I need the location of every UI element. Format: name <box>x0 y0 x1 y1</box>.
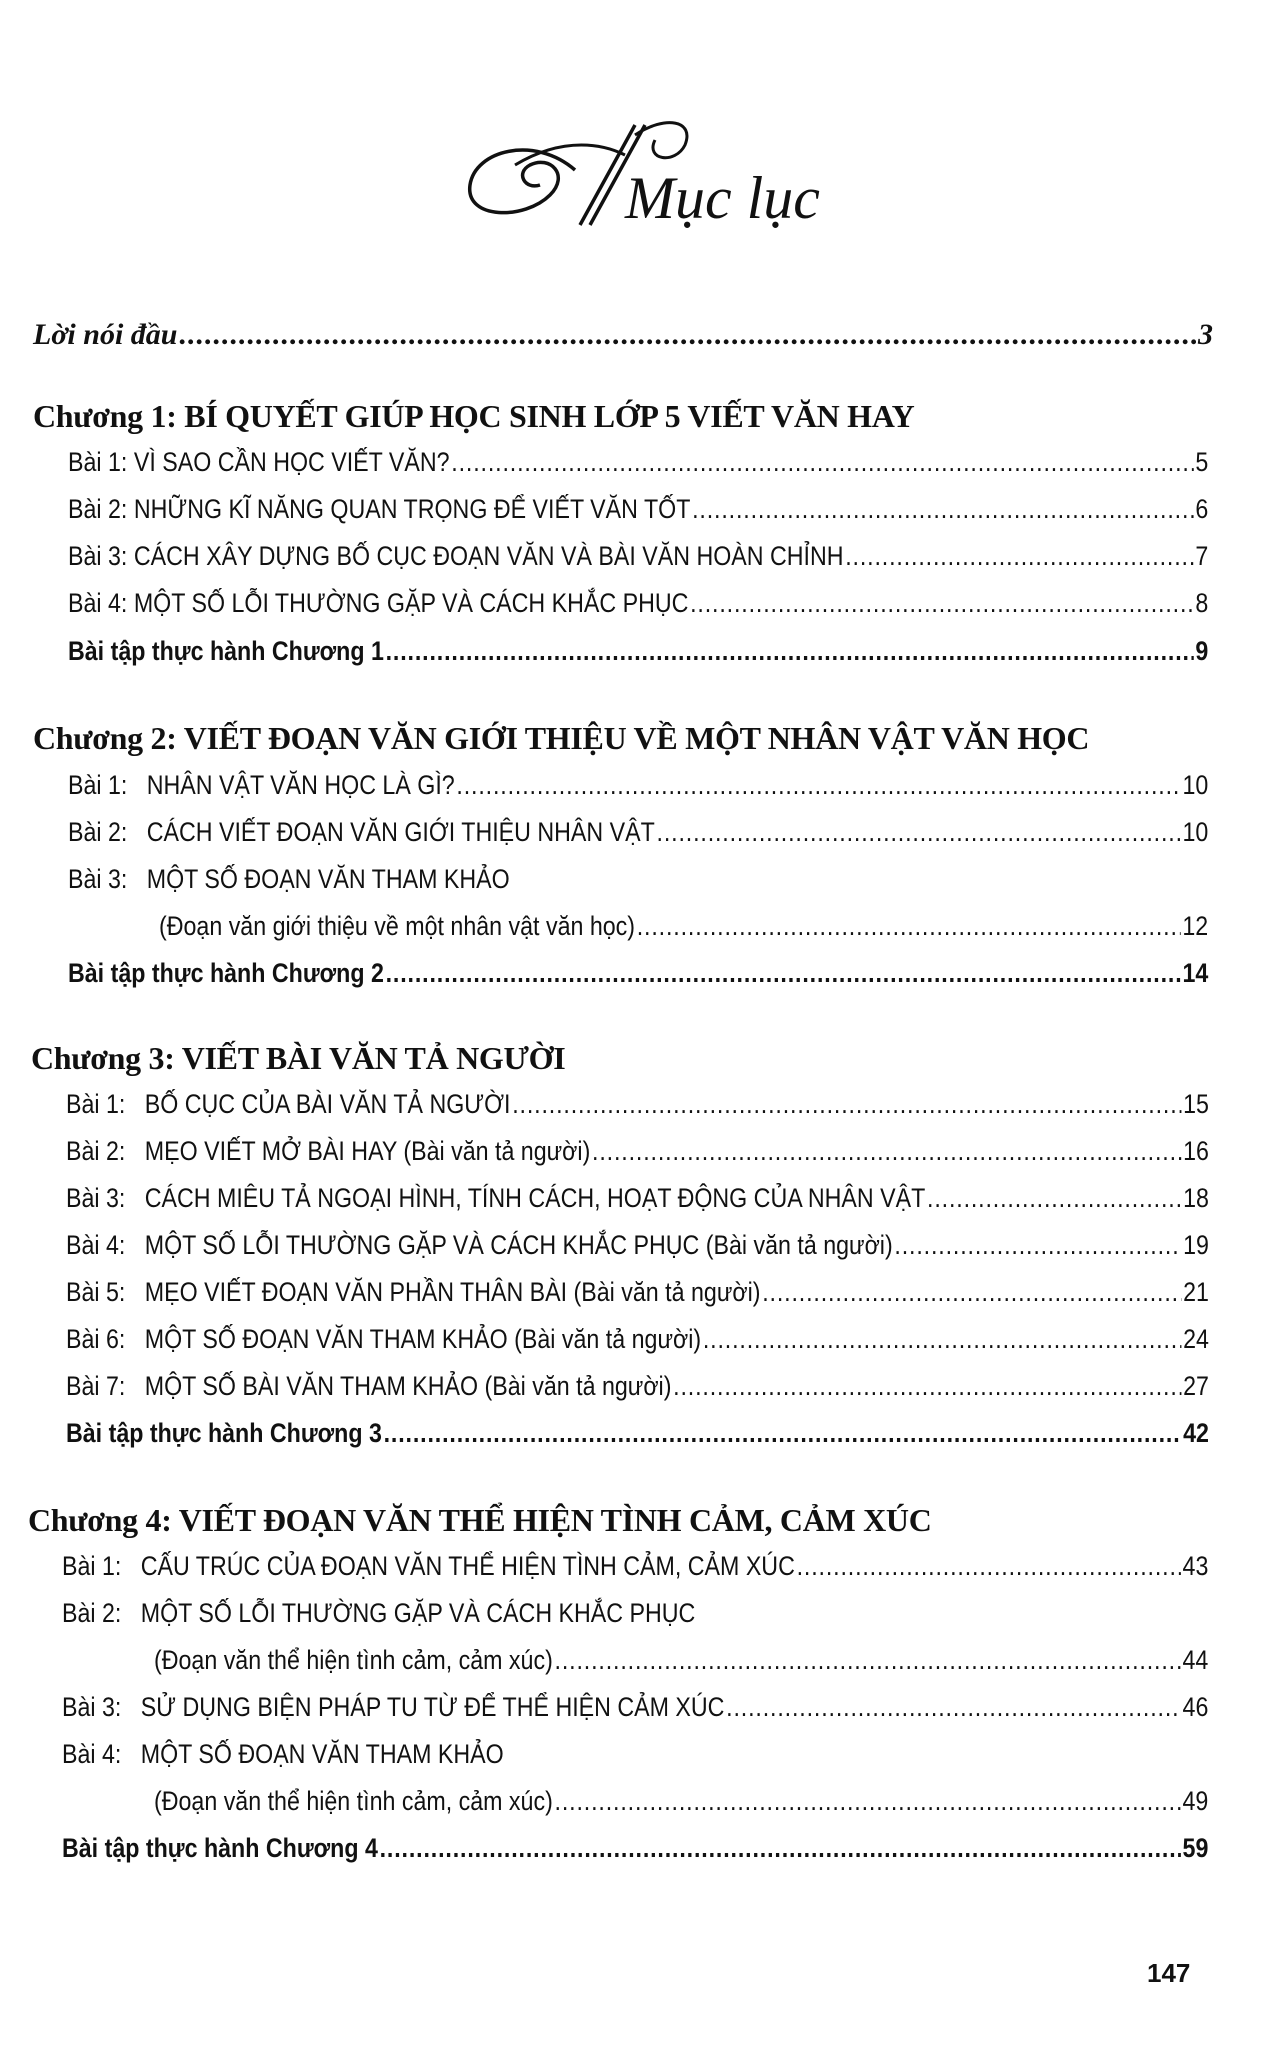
exercise-page: 42 <box>1183 1418 1209 1448</box>
dot-leader <box>692 494 1194 525</box>
dot-leader <box>555 1645 1181 1676</box>
lesson-title: SỬ DỤNG BIỆN PHÁP TU TỪ ĐỂ THỂ HIỆN CẢM XÚC <box>140 1692 725 1722</box>
lesson-page: 24 <box>1183 1324 1209 1354</box>
lesson-title: CÁCH MIÊU TẢ NGOẠI HÌNH, TÍNH CÁCH, HOẠT ĐỘNG CỦA NHÂN VẬT <box>144 1183 926 1213</box>
lesson-num: Bài 2: <box>66 1136 126 1166</box>
lesson-page: 43 <box>1182 1551 1209 1581</box>
lesson-title: MỘT SỐ BÀI VĂN THAM KHẢO (Bài văn tả người) <box>144 1371 672 1401</box>
dot-leader <box>456 770 1180 801</box>
lesson-page: 16 <box>1183 1136 1209 1166</box>
exercise-page: 14 <box>1182 958 1209 988</box>
lesson-num: Bài 1: <box>68 770 128 800</box>
lesson-title: NHÂN VẬT VĂN HỌC LÀ GÌ? <box>146 770 455 800</box>
chapter-title: Chương 2: VIẾT ĐOẠN VĂN GIỚI THIỆU VỀ MỘT NHÂN VẬT VĂN HỌC <box>33 720 1090 756</box>
toc-entry[interactable] <box>66 1324 1209 1355</box>
dot-leader <box>845 541 1193 572</box>
lesson-page: 27 <box>1183 1371 1209 1401</box>
lesson-page: 49 <box>1182 1786 1209 1816</box>
toc-exercise[interactable] <box>68 958 1208 989</box>
dot-leader <box>797 1551 1181 1582</box>
toc-exercise[interactable] <box>66 1418 1209 1449</box>
lesson-page: 44 <box>1182 1645 1209 1675</box>
chapter-1-heading[interactable] <box>33 398 914 435</box>
lesson-title: MẸO VIẾT ĐOẠN VĂN PHẦN THÂN BÀI (Bài văn tả người) <box>144 1277 761 1307</box>
toc-entry[interactable] <box>66 1371 1209 1402</box>
toc-entry-continued[interactable] <box>159 911 1208 942</box>
toc-entry[interactable] <box>68 541 1208 572</box>
lesson-title: CÁCH XÂY DỰNG BỐ CỤC ĐOẠN VĂN VÀ BÀI VĂN HOÀN CHỈNH <box>133 541 844 571</box>
dot-leader <box>894 1230 1181 1261</box>
lesson-num: Bài 2: <box>68 494 128 524</box>
dot-leader <box>386 958 1181 989</box>
toc-entry[interactable] <box>68 447 1208 478</box>
toc-entry-continued[interactable] <box>154 1645 1208 1676</box>
toc-entry[interactable] <box>66 1136 1209 1167</box>
toc-intro-page: 3 <box>1198 318 1213 351</box>
lesson-num: Bài 5: <box>66 1277 126 1307</box>
lesson-subtitle: (Đoạn văn giới thiệu về một nhân vật văn học) <box>159 911 636 941</box>
toc-entry[interactable] <box>62 1551 1208 1582</box>
exercise-page: 59 <box>1182 1833 1209 1863</box>
lesson-page: 10 <box>1182 817 1209 847</box>
lesson-num: Bài 1: <box>62 1551 122 1581</box>
exercise-label: Bài tập thực hành Chương 1 <box>68 636 384 666</box>
lesson-page: 8 <box>1195 588 1209 618</box>
lesson-num: Bài 3: <box>62 1692 122 1722</box>
toc-entry[interactable] <box>66 1230 1209 1261</box>
title-text: Mục lục <box>625 165 820 231</box>
dot-leader <box>703 1324 1182 1355</box>
exercise-page: 9 <box>1195 636 1209 666</box>
toc-entry[interactable] <box>62 1692 1208 1723</box>
toc-entry[interactable] <box>68 817 1208 848</box>
lesson-page: 7 <box>1195 541 1209 571</box>
dot-leader <box>386 636 1194 667</box>
lesson-page: 15 <box>1183 1089 1209 1119</box>
dot-leader <box>380 1833 1181 1864</box>
lesson-num: Bài 3: <box>68 541 128 571</box>
lesson-title: MỘT SỐ ĐOẠN VĂN THAM KHẢO <box>146 864 510 894</box>
lesson-num: Bài 2: <box>68 817 128 847</box>
dot-leader <box>179 318 1196 352</box>
lesson-title: MỘT SỐ LỖI THƯỜNG GẶP VÀ CÁCH KHẮC PHỤC <box>140 1598 696 1628</box>
toc-entry[interactable] <box>68 864 510 895</box>
page-number: 147 <box>1147 1958 1191 1988</box>
lesson-num: Bài 7: <box>66 1371 126 1401</box>
lesson-title: MỘT SỐ ĐOẠN VĂN THAM KHẢO <box>140 1739 504 1769</box>
toc-entry[interactable] <box>62 1739 504 1770</box>
lesson-title: MỘT SỐ LỖI THƯỜNG GẶP VÀ CÁCH KHẮC PHỤC (Bài văn tả người) <box>144 1230 893 1260</box>
lesson-title: MỘT SỐ ĐOẠN VĂN THAM KHẢO (Bài văn tả người) <box>144 1324 702 1354</box>
lesson-num: Bài 4: <box>66 1230 126 1260</box>
dot-leader <box>673 1371 1181 1402</box>
chapter-3-heading[interactable] <box>31 1040 565 1077</box>
lesson-page: 18 <box>1183 1183 1209 1213</box>
chapter-title: Chương 1: BÍ QUYẾT GIÚP HỌC SINH LỚP 5 VIẾT VĂN HAY <box>33 398 915 434</box>
dot-leader <box>657 817 1181 848</box>
toc-entry[interactable] <box>62 1598 695 1629</box>
dot-leader <box>451 447 1193 478</box>
lesson-page: 10 <box>1182 770 1209 800</box>
toc-exercise[interactable] <box>68 636 1208 667</box>
lesson-num: Bài 6: <box>66 1324 126 1354</box>
lesson-page: 6 <box>1195 494 1209 524</box>
page-title <box>455 95 855 245</box>
lesson-title: BỐ CỤC CỦA BÀI VĂN TẢ NGƯỜI <box>144 1089 511 1119</box>
lesson-num: Bài 4: <box>68 588 128 618</box>
lesson-title: CÁCH VIẾT ĐOẠN VĂN GIỚI THIỆU NHÂN VẬT <box>146 817 655 847</box>
chapter-title: Chương 3: VIẾT BÀI VĂN TẢ NGƯỜI <box>31 1040 566 1076</box>
lesson-title: NHỮNG KĨ NĂNG QUAN TRỌNG ĐỂ VIẾT VĂN TỐT <box>133 494 691 524</box>
dot-leader <box>726 1692 1181 1723</box>
toc-intro-label: Lời nói đầu <box>33 318 178 351</box>
chapter-title: Chương 4: VIẾT ĐOẠN VĂN THỂ HIỆN TÌNH CẢM, CẢM XÚC <box>28 1502 932 1538</box>
toc-entry[interactable] <box>68 770 1208 801</box>
toc-entry[interactable] <box>68 588 1208 619</box>
toc-entry[interactable] <box>66 1277 1209 1308</box>
dot-leader <box>384 1418 1182 1449</box>
lesson-page: 5 <box>1195 447 1209 477</box>
toc-intro[interactable] <box>33 318 1213 352</box>
exercise-label: Bài tập thực hành Chương 4 <box>62 1833 378 1863</box>
lesson-page: 12 <box>1182 911 1209 941</box>
lesson-num: Bài 4: <box>62 1739 122 1769</box>
lesson-page: 19 <box>1183 1230 1209 1260</box>
chapter-4-heading[interactable] <box>28 1502 932 1539</box>
chapter-2-heading[interactable] <box>33 720 1089 757</box>
dot-leader <box>927 1183 1181 1214</box>
dot-leader <box>555 1786 1181 1817</box>
toc-entry-continued[interactable] <box>154 1786 1208 1817</box>
toc-entry[interactable] <box>68 494 1208 525</box>
lesson-num: Bài 2: <box>62 1598 122 1628</box>
toc-entry[interactable] <box>66 1089 1209 1120</box>
dot-leader <box>762 1277 1181 1308</box>
lesson-title: CẤU TRÚC CỦA ĐOẠN VĂN THỂ HIỆN TÌNH CẢM, CẢM XÚC <box>140 1551 795 1581</box>
dot-leader <box>512 1089 1181 1120</box>
toc-entry[interactable] <box>66 1183 1209 1214</box>
lesson-num: Bài 1: <box>66 1089 126 1119</box>
dot-leader <box>690 588 1194 619</box>
calligraphy-title <box>455 95 855 245</box>
lesson-num: Bài 3: <box>66 1183 126 1213</box>
dot-leader <box>637 911 1181 942</box>
lesson-subtitle: (Đoạn văn thể hiện tình cảm, cảm xúc) <box>154 1645 553 1675</box>
exercise-label: Bài tập thực hành Chương 2 <box>68 958 384 988</box>
lesson-num: Bài 3: <box>68 864 128 894</box>
lesson-page: 21 <box>1183 1277 1209 1307</box>
lesson-title: VÌ SAO CẦN HỌC VIẾT VĂN? <box>133 447 450 477</box>
lesson-subtitle: (Đoạn văn thể hiện tình cảm, cảm xúc) <box>154 1786 553 1816</box>
lesson-title: MỘT SỐ LỖI THƯỜNG GẶP VÀ CÁCH KHẮC PHỤC <box>133 588 689 618</box>
lesson-page: 46 <box>1182 1692 1209 1722</box>
dot-leader <box>592 1136 1181 1167</box>
exercise-label: Bài tập thực hành Chương 3 <box>66 1418 382 1448</box>
lesson-title: MẸO VIẾT MỞ BÀI HAY (Bài văn tả người) <box>144 1136 591 1166</box>
lesson-num: Bài 1: <box>68 447 128 477</box>
toc-exercise[interactable] <box>62 1833 1208 1864</box>
